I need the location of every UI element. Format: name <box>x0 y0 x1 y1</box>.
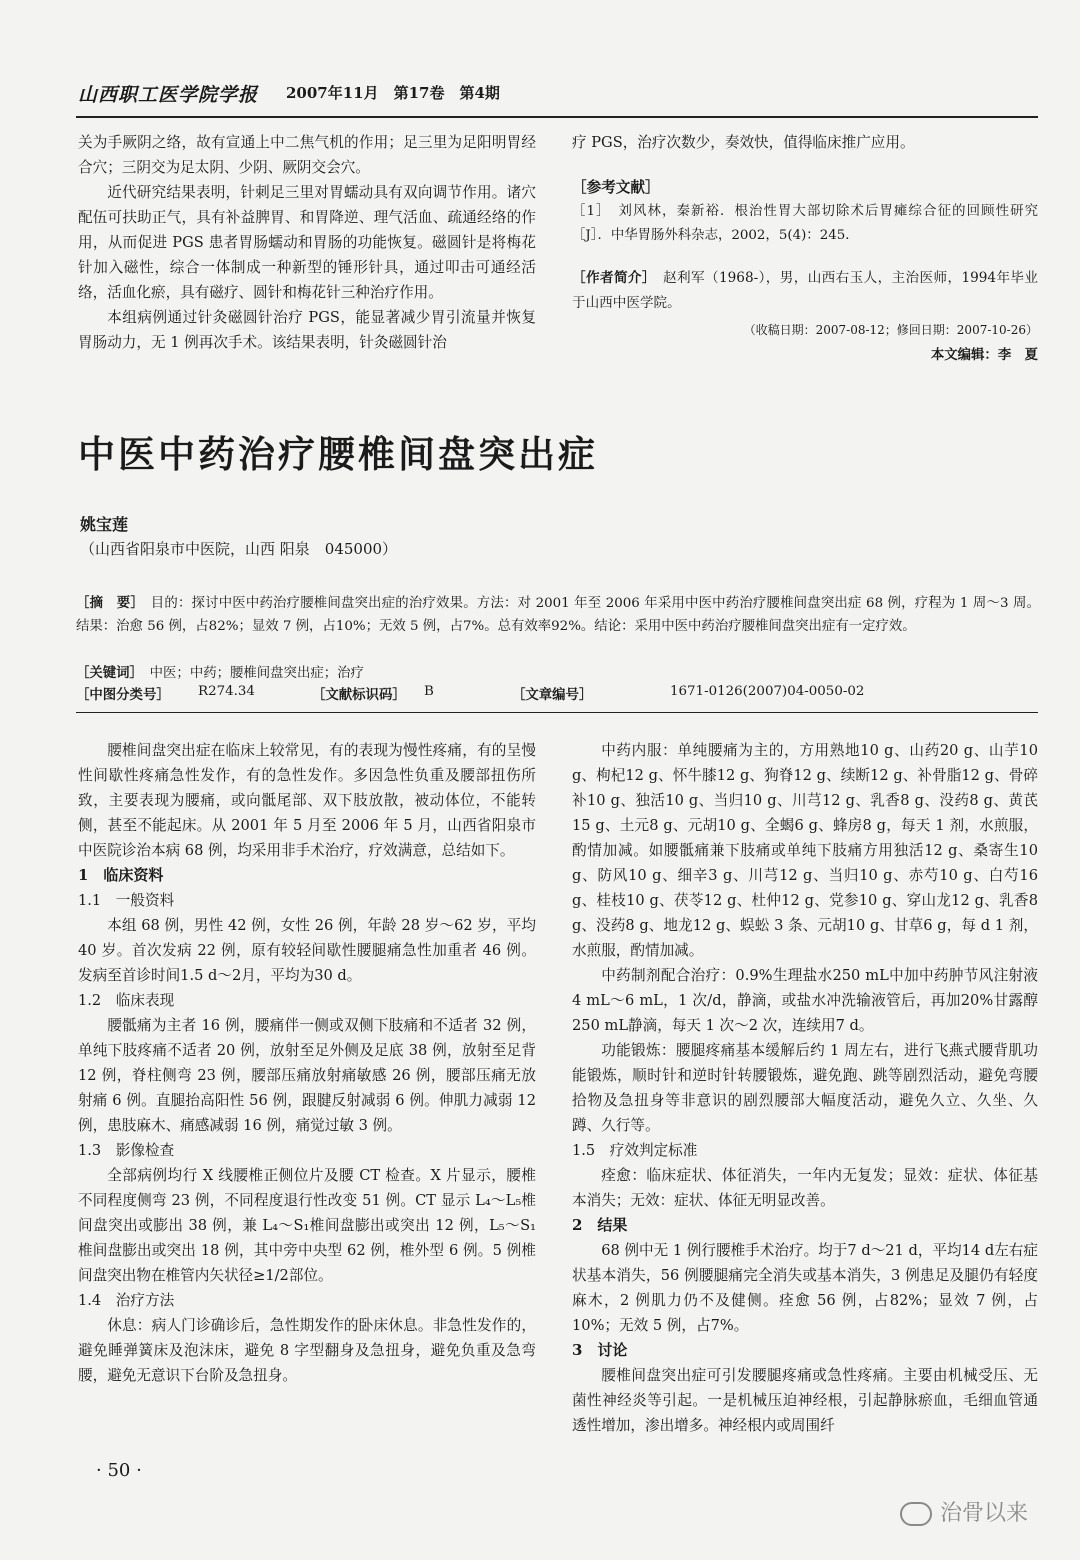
subsection-heading: 1.1 一般资料 <box>78 892 175 909</box>
watermark-text: 治骨以来 <box>940 1501 1029 1526</box>
received-dates: （收稿日期：2007-08-12；修回日期：2007-10-26） <box>743 323 1038 337</box>
subsection-heading: 1.2 临床表现 <box>78 992 175 1009</box>
page-number: · 50 · <box>96 1460 142 1481</box>
paragraph: 腰椎间盘突出症在临床上较常见，有的表现为慢性疼痛，有的呈慢性间歇性疼痛急性发作，有的急性发作。多因急性负重及腰部扭伤所致，主要表现为腰痛，或向骶尾部、双下肢放散，被动体位，不能转侧，甚至不能起床。从 2001 年 5 月至 2006 年 5 月，山西省阳泉市中医院诊治本病 68 例，均采用非手术治疗，疗效满意，总结如下。 <box>78 742 536 859</box>
section-heading: 1 临床资料 <box>78 866 164 884</box>
running-header <box>78 78 1038 112</box>
paragraph: 腰椎间盘突出症可引发腰腿疼痛或急性疼痛。主要由机械受压、无菌性神经炎等引起。一是机械压迫神经根，引起静脉瘀血，毛细血管通透性增加，渗出增多。神经根内或周围纤 <box>572 1367 1038 1434</box>
paragraph: 疗 PGS，治疗次数少，奏效快，值得临床推广应用。 <box>572 134 915 151</box>
article-number-value: 1671-0126(2007)04-0050-02 <box>670 684 865 699</box>
paragraph: 中药内服：单纯腰痛为主的，方用熟地10 g、山药20 g、山芋10 g、枸杞12 g、怀牛膝12 g、狗脊12 g、续断12 g、补骨脂12 g、骨碎补10 g、独活10 g、当归10 g、川芎12 g、乳香8 g、没药8 g、黄芪15 g、土元8 g、元胡10 g、全蝎6 g、蜂房8 g，每天 1 剂，水煎服，酌情加减。如腰骶痛兼下肢痛或单纯下肢痛方用独活12 g、桑寄生10 g、防风10 g、细辛3 g、川芎12 g、当归10 g、赤芍10 g、白芍16 g、桂枝10 g、茯苓12 g、杜仲12 g、党参10 g、穿山龙12 g、乳香8 g、没药8 g、地龙12 g、蜈蚣 3 条、元胡10 g、甘草6 g，每 d 1 剂，水煎服，酌情加减。 <box>572 742 1038 959</box>
body-right-column <box>572 738 1038 1438</box>
abstract-label: ［摘 要］ <box>76 595 138 611</box>
paragraph: 痊愈：临床症状、体征消失，一年内无复发；显效：症状、体征基本消失；无效：症状、体征无明显改善。 <box>572 1167 1038 1209</box>
doc-code-value: B <box>424 684 434 699</box>
references-heading: ［参考文献］ <box>572 179 660 196</box>
subsection-heading: 1.3 影像检查 <box>78 1142 175 1159</box>
keywords: 中医；中药；腰椎间盘突出症；治疗 <box>136 666 364 681</box>
author-affiliation: （山西省阳泉市中医院，山西 阳泉 045000） <box>80 540 398 558</box>
wechat-icon <box>900 1502 932 1526</box>
keywords-label: ［关键词］ <box>76 665 137 681</box>
journal-name: 山西职工医学院学报 <box>78 84 259 106</box>
article-number-label: ［文章编号］ <box>512 687 593 703</box>
editor-credit: 本文编辑：李 夏 <box>930 347 1038 363</box>
subsection-heading: 1.5 疗效判定标准 <box>572 1142 698 1159</box>
author-bio-text: 赵利军（1968-），男，山西右玉人，主治医师，1994年毕业于山西中医学院。 <box>572 270 1039 311</box>
paragraph: 全部病例均行 X 线腰椎正侧位片及腰 CT 检查。X 片显示，腰椎不同程度侧弯 23 例，不同程度退行性改变 51 例。CT 显示 L₄～L₅椎间盘突出或膨出 38 例，兼 L₄～S₁椎间盘膨出或突出 12 例，L₅～S₁ 椎间盘膨出或突出 18 例，其中旁中央型 62 例，椎外型 6 例。5 例椎间盘突出物在椎管内矢状径≥1/2部位。 <box>78 1167 536 1284</box>
paragraph: 68 例中无 1 例行腰椎手术治疗。均于7 d～21 d，平均14 d左右症状基本消失，56 例腰腿痛完全消失或基本消失，3 例患足及腿仍有轻度麻木，2 例肌力仍不及健侧。痊愈 56 例，占82%；显效 7 例，占10%；无效 5 例，占7%。 <box>572 1242 1038 1334</box>
watermark <box>900 1496 1028 1527</box>
paragraph: 中药制剂配合治疗：0.9%生理盐水250 mL中加中药肿节风注射液4 mL～6 mL，1 次/d，静滴，或盐水冲洗输液管后，再加20%甘露醇250 mL静滴，每天 1 次～2 次，连续用7 d。 <box>572 967 1038 1034</box>
prev-article-right-column <box>572 130 1038 368</box>
clc-label: ［中图分类号］ <box>76 687 170 703</box>
classification-row <box>76 684 1040 706</box>
paragraph: 功能锻炼：腰腿疼痛基本缓解后约 1 周左右，进行飞燕式腰背肌功能锻炼，顺时针和逆时针转腰锻炼，避免跑、跳等剧烈活动，避免弯腰拾物及急扭身等非意识的剧烈腰部大幅度活动，避免久立、久坐、久蹲、久行等。 <box>572 1042 1038 1134</box>
paragraph: 关为手厥阴之络，故有宣通上中二焦气机的作用；足三里为足阳明胃经合穴；三阴交为足太阴、少阴、厥阴交会穴。 <box>78 134 536 176</box>
paragraph: 休息：病人门诊确诊后，急性期发作的卧床休息。非急性发作的，避免睡弹簧床及泡沫床，避免 8 字型翻身及急扭身，避免负重及急弯腰，避免无意识下台阶及急扭身。 <box>78 1317 536 1384</box>
abstract-rule <box>76 712 1038 713</box>
paragraph: 本组 68 例，男性 42 例，女性 26 例，年龄 28 岁～62 岁，平均 40 岁。首次发病 22 例，原有较轻间歇性腰腿痛急性加重者 46 例。发病至首诊时间1.5 d～2月，平均为30 d。 <box>78 917 536 984</box>
section-heading: 3 讨论 <box>572 1341 628 1359</box>
keywords-row <box>76 662 1040 681</box>
reference-item: ［1］ 刘风林，秦新裕．根治性胃大部切除术后胃瘫综合征的回顾性研究［J］．中华胃肠外科杂志，2002，5(4)：245． <box>572 204 1038 243</box>
article-title: 中医中药治疗腰椎间盘突出症 <box>78 432 598 476</box>
author-name: 姚宝莲 <box>80 515 129 534</box>
doc-code-label: ［文献标识码］ <box>312 687 406 703</box>
subsection-heading: 1.4 治疗方法 <box>78 1292 175 1309</box>
clc-value: R274.34 <box>198 684 255 699</box>
body-left-column <box>78 738 536 1388</box>
paragraph: 本组病例通过针灸磁圆针治疗 PGS，能显著减少胃引流量并恢复胃肠动力，无 1 例再次手术。该结果表明，针灸磁圆针治 <box>78 309 536 351</box>
author-bio-label: ［作者简介］ <box>572 270 650 286</box>
abstract-block <box>76 592 1040 638</box>
paragraph: 腰骶痛为主者 16 例，腰痛伴一侧或双侧下肢痛和不适者 32 例，单纯下肢疼痛不适者 20 例，放射至足外侧及足底 38 例，放射至足背 12 例，脊柱侧弯 23 例，腰部压痛放射痛敏感 26 例，腰部压痛无放射痛 6 例。直腿抬高阳性 56 例，跟腱反射减弱 6 例。伸肌力减弱 12 例，患肢麻木、痛感减弱 16 例，痛觉过敏 3 例。 <box>78 1017 536 1134</box>
issue-info: 2007年11月 第17卷 第4期 <box>286 84 500 102</box>
prev-article-left-column <box>78 130 536 355</box>
abstract-text: 目的：探讨中医中药治疗腰椎间盘突出症的治疗效果。方法：对 2001 年至 2006 年采用中医中药治疗腰椎间盘突出症 68 例，疗程为 1 周～3 周。结果：治愈 56 例，占82%；显效 7 例，占10%；无效 5 例，占7%。总有效率92%。结论：采用中医中药治疗腰椎间盘突出症有一定疗效。 <box>76 596 1040 634</box>
section-heading: 2 结果 <box>572 1216 628 1234</box>
paragraph: 近代研究结果表明，针刺足三里对胃蠕动具有双向调节作用。诸穴配伍可扶助正气，具有补益脾胃、和胃降逆、理气活血、疏通经络的作用，从而促进 PGS 患者胃肠蠕动和胃肠的功能恢复。磁圆针是将梅花针加入磁性，综合一体制成一种新型的锤形针具，通过叩击可通经活络，活血化瘀，具有磁疗、圆针和梅花针三种治疗作用。 <box>78 184 536 301</box>
header-rule <box>76 116 1038 118</box>
author-bio <box>572 266 1038 316</box>
